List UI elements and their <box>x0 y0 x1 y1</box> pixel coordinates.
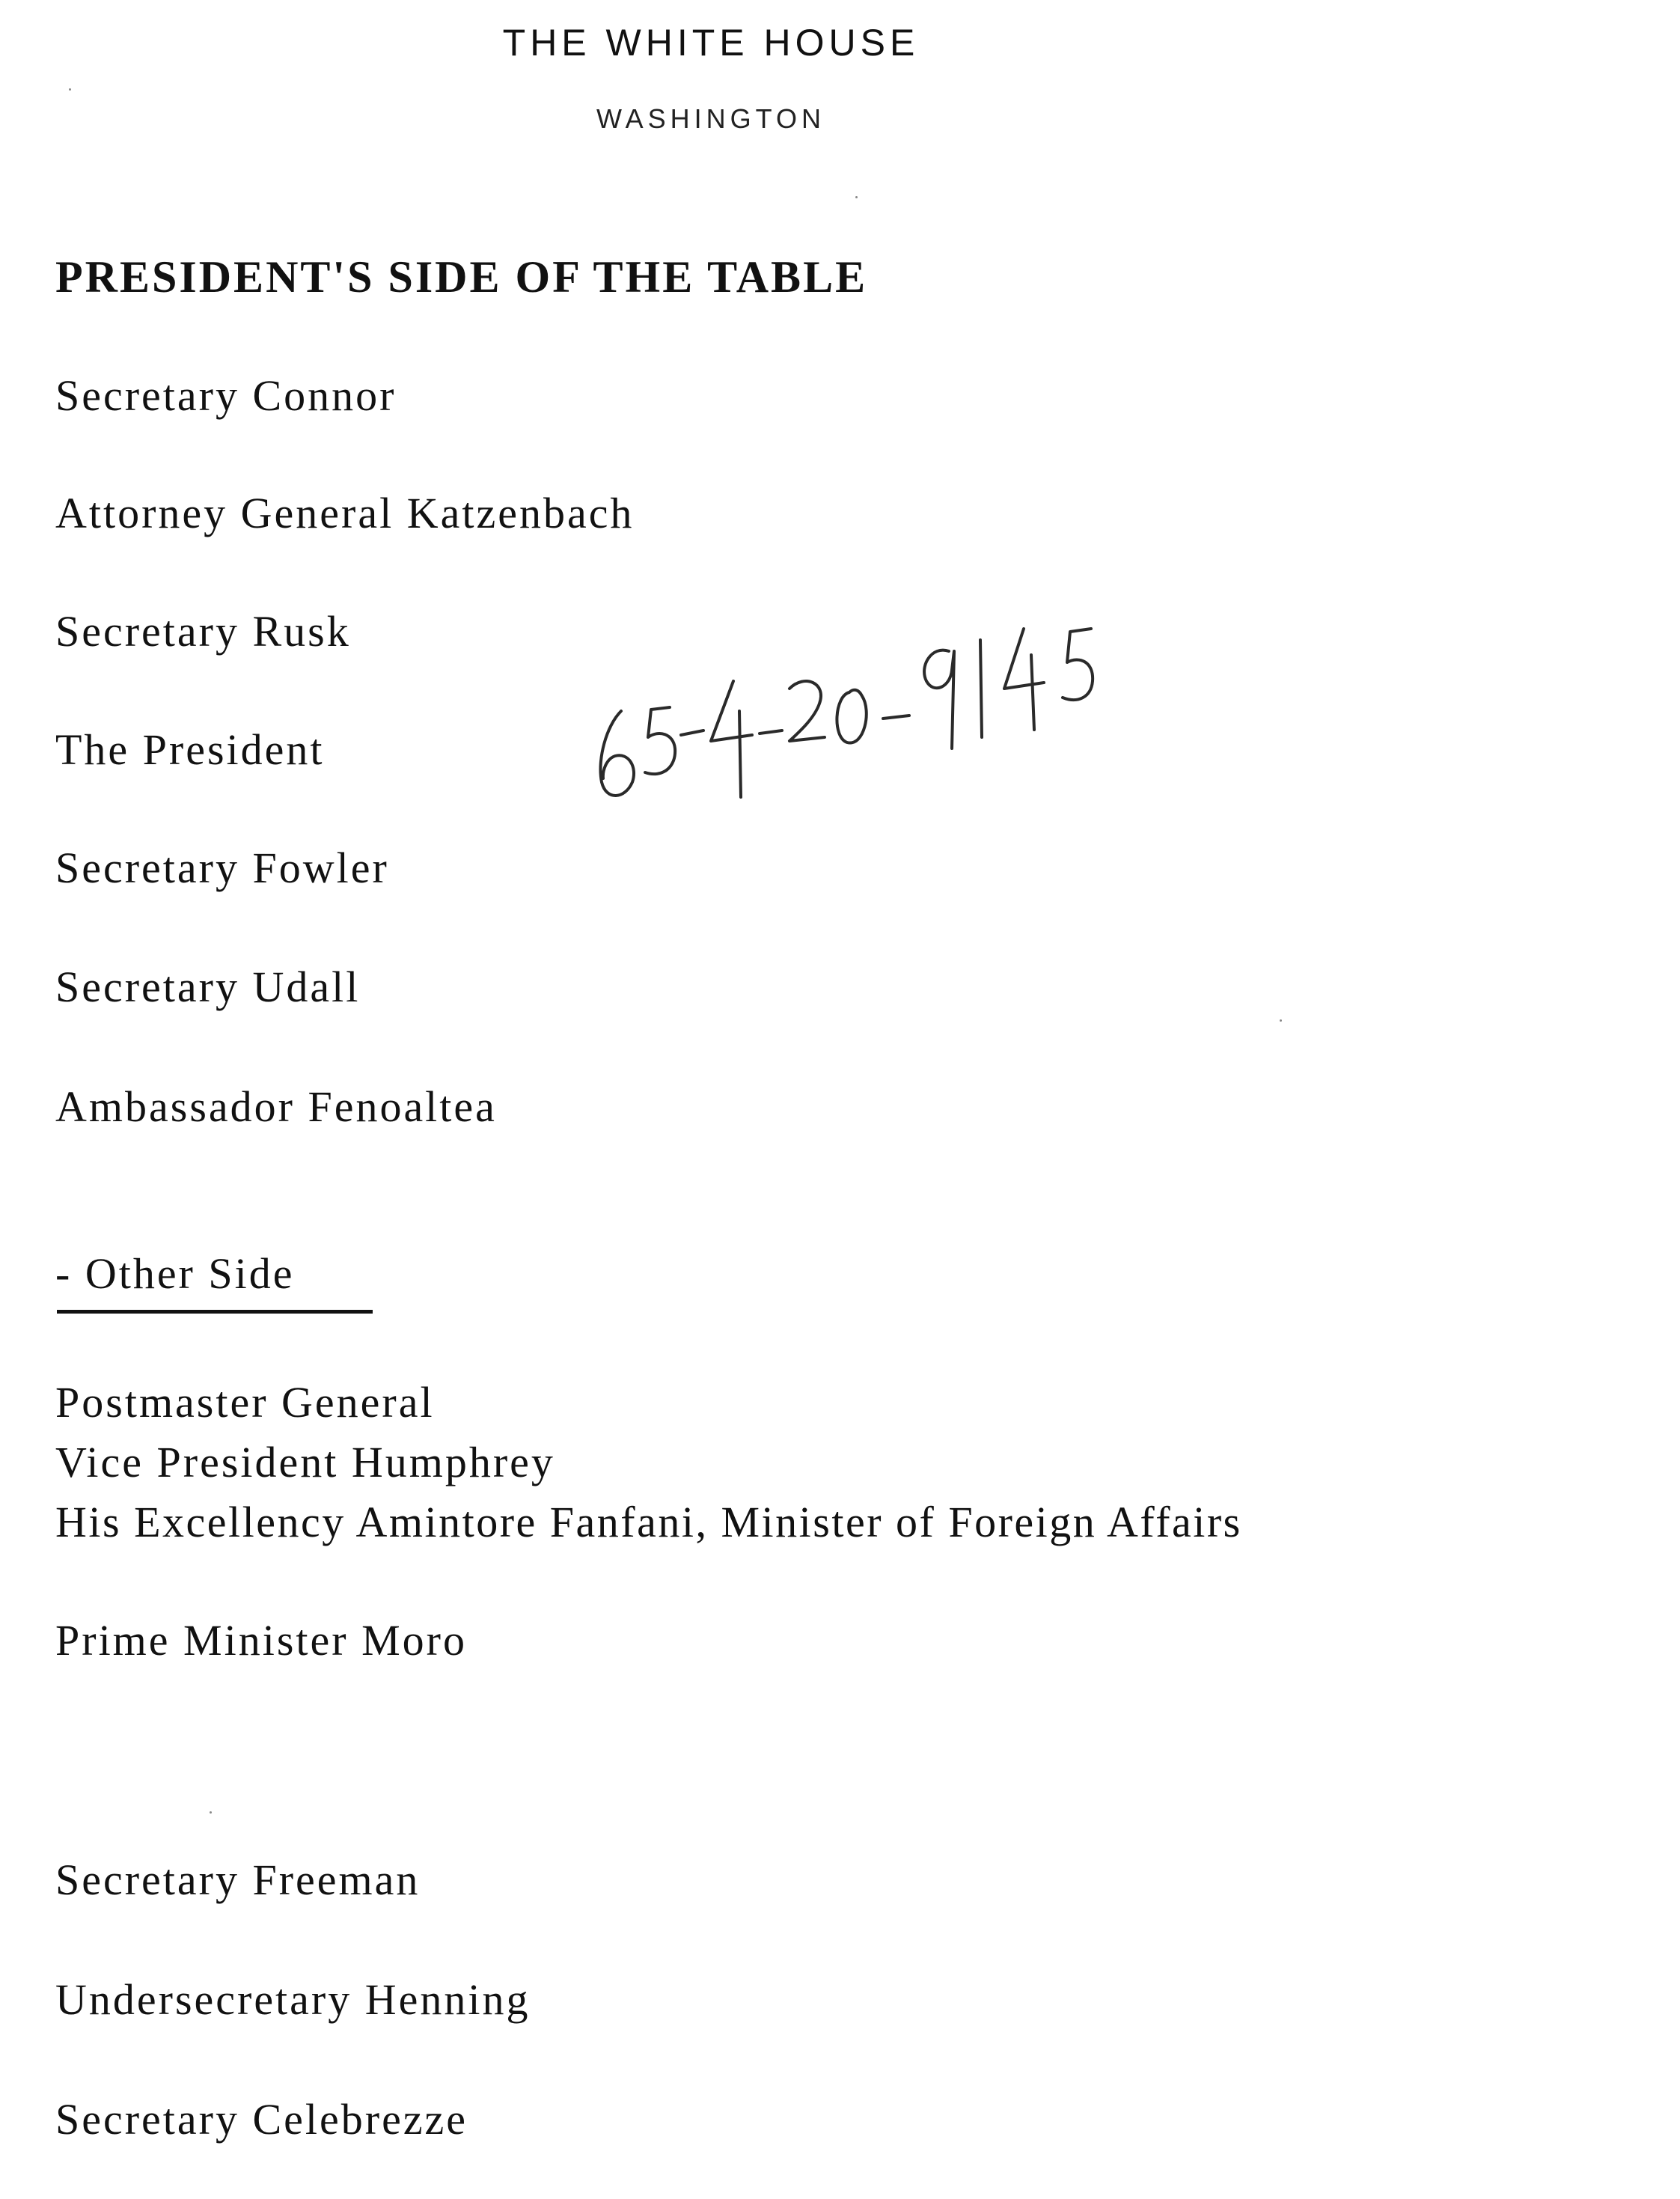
letterhead-subtitle: WASHINGTON <box>596 103 825 134</box>
seat-entry: The President <box>55 725 325 774</box>
seat-entry: Secretary Udall <box>55 963 361 1011</box>
scan-speck <box>855 196 858 198</box>
heading-underline <box>57 1310 373 1314</box>
seat-entry: His Excellency Amintore Fanfani, Minister of Foreign Affairs <box>55 1498 1242 1546</box>
seat-entry: Secretary Freeman <box>55 1855 421 1904</box>
scan-speck <box>69 88 71 91</box>
section-heading: PRESIDENT'S SIDE OF THE TABLE <box>55 252 868 302</box>
scan-speck <box>210 1811 212 1814</box>
seat-entry: Secretary Connor <box>55 371 397 420</box>
letterhead-title: THE WHITE HOUSE <box>502 22 920 64</box>
seat-entry: Vice President Humphrey <box>55 1438 555 1486</box>
seat-entry: Postmaster General <box>55 1378 435 1427</box>
other-side-heading: - Other Side <box>55 1249 295 1298</box>
scan-speck <box>1280 1019 1282 1022</box>
handwritten-file-number <box>591 599 1190 823</box>
seat-entry: Undersecretary Henning <box>55 1975 531 2024</box>
seat-entry: Secretary Celebrezze <box>55 2095 468 2144</box>
seat-entry: Attorney General Katzenbach <box>55 489 635 537</box>
seat-entry: Secretary Fowler <box>55 844 389 892</box>
seat-entry: Prime Minister Moro <box>55 1616 467 1665</box>
seat-entry: Secretary Rusk <box>55 607 351 656</box>
seat-entry: Ambassador Fenoaltea <box>55 1082 497 1131</box>
